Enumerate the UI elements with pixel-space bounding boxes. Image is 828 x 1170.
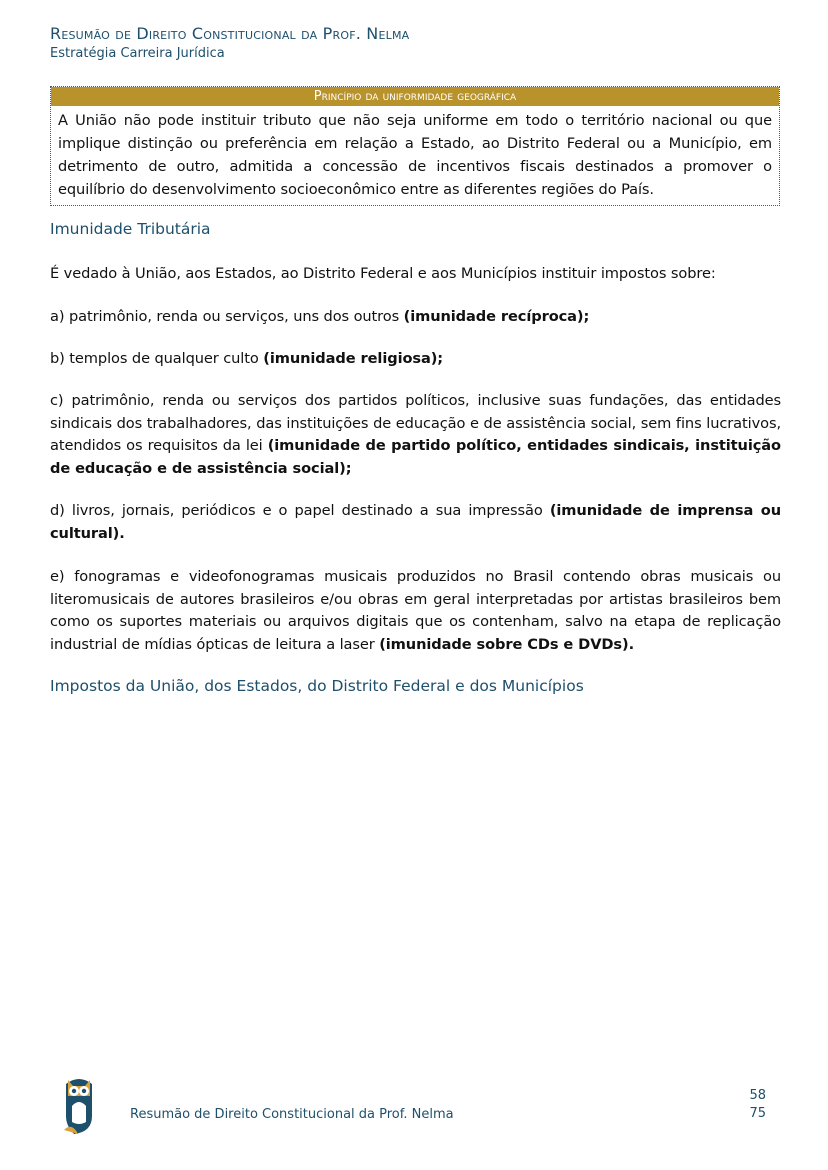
list-item-c xyxy=(50,390,781,480)
footer-text: Resumão de Direito Constitucional da Prof. Nelma xyxy=(130,1107,454,1122)
list-item-text: d) livros, jornais, periódicos e o papel destinado a sua impressão xyxy=(50,502,550,519)
principle-box-text: A União não pode instituir tributo que não seja uniforme em todo o território nacional ou que implique distinção ou preferência em relação a Estado, ao Distrito Federal ou a Município, em detrimento de outro, admitida a concessão de incentivos fiscais destinados a promover o equilíbrio do desenvolvimento socioeconômico entre as diferentes regiões do País. xyxy=(58,112,772,198)
list-item-bold: (imunidade de partido político, entidades sindicais, instituição de educação e de assistência social); xyxy=(50,437,781,477)
section-heading-imunidade: Imunidade Tributária xyxy=(50,220,211,238)
principle-box-title: Princípio da uniformidade geográfica xyxy=(51,87,779,106)
page-number xyxy=(749,1087,766,1123)
list-item-bold: (imunidade recíproca); xyxy=(403,308,590,325)
section-heading-impostos: Impostos da União, dos Estados, do Distrito Federal e dos Municípios xyxy=(50,677,584,695)
list-item-e xyxy=(50,566,781,656)
list-item-text: e) fonogramas e videofonogramas musicais produzidos no Brasil contendo obras musicais ou literomusicais de autores brasileiros e/ou obras em geral interpretadas por artistas brasileiros bem como os suportes materiais ou arquivos digitais que os contenham, salvo na etapa de replicação industrial de mídias ópticas de leitura a laser xyxy=(50,568,781,653)
section-intro: É vedado à União, aos Estados, ao Distrito Federal e aos Municípios instituir impostos sobre: xyxy=(50,265,716,282)
principle-box xyxy=(50,86,780,206)
current-page: 58 xyxy=(749,1088,766,1103)
list-item-bold: (imunidade sobre CDs e DVDs). xyxy=(379,635,635,653)
list-item-bold: (imunidade de imprensa ou cultural). xyxy=(50,502,781,542)
list-item-b xyxy=(50,348,781,371)
list-item-bold: (imunidade religiosa); xyxy=(263,350,444,367)
list-item-a xyxy=(50,306,781,329)
list-item-text: a) patrimônio, renda ou serviços, uns dos outros xyxy=(50,308,404,325)
list-item-d xyxy=(50,500,781,545)
header-subtitle: Estratégia Carreira Jurídica xyxy=(50,46,225,61)
page-header xyxy=(50,24,409,61)
total-pages: 75 xyxy=(749,1106,766,1121)
list-item-text: b) templos de qualquer culto xyxy=(50,350,264,367)
owl-logo-icon xyxy=(62,1076,96,1136)
list-item-text: c) patrimônio, renda ou serviços dos partidos políticos, inclusive suas fundações, das entidades sindicais dos trabalhadores, das instituições de educação e de assistência social, sem fins lucrativos, atendidos os requisitos da lei xyxy=(50,392,781,454)
header-title: Resumão de Direito Constitucional da Prof. Nelma xyxy=(50,24,410,43)
